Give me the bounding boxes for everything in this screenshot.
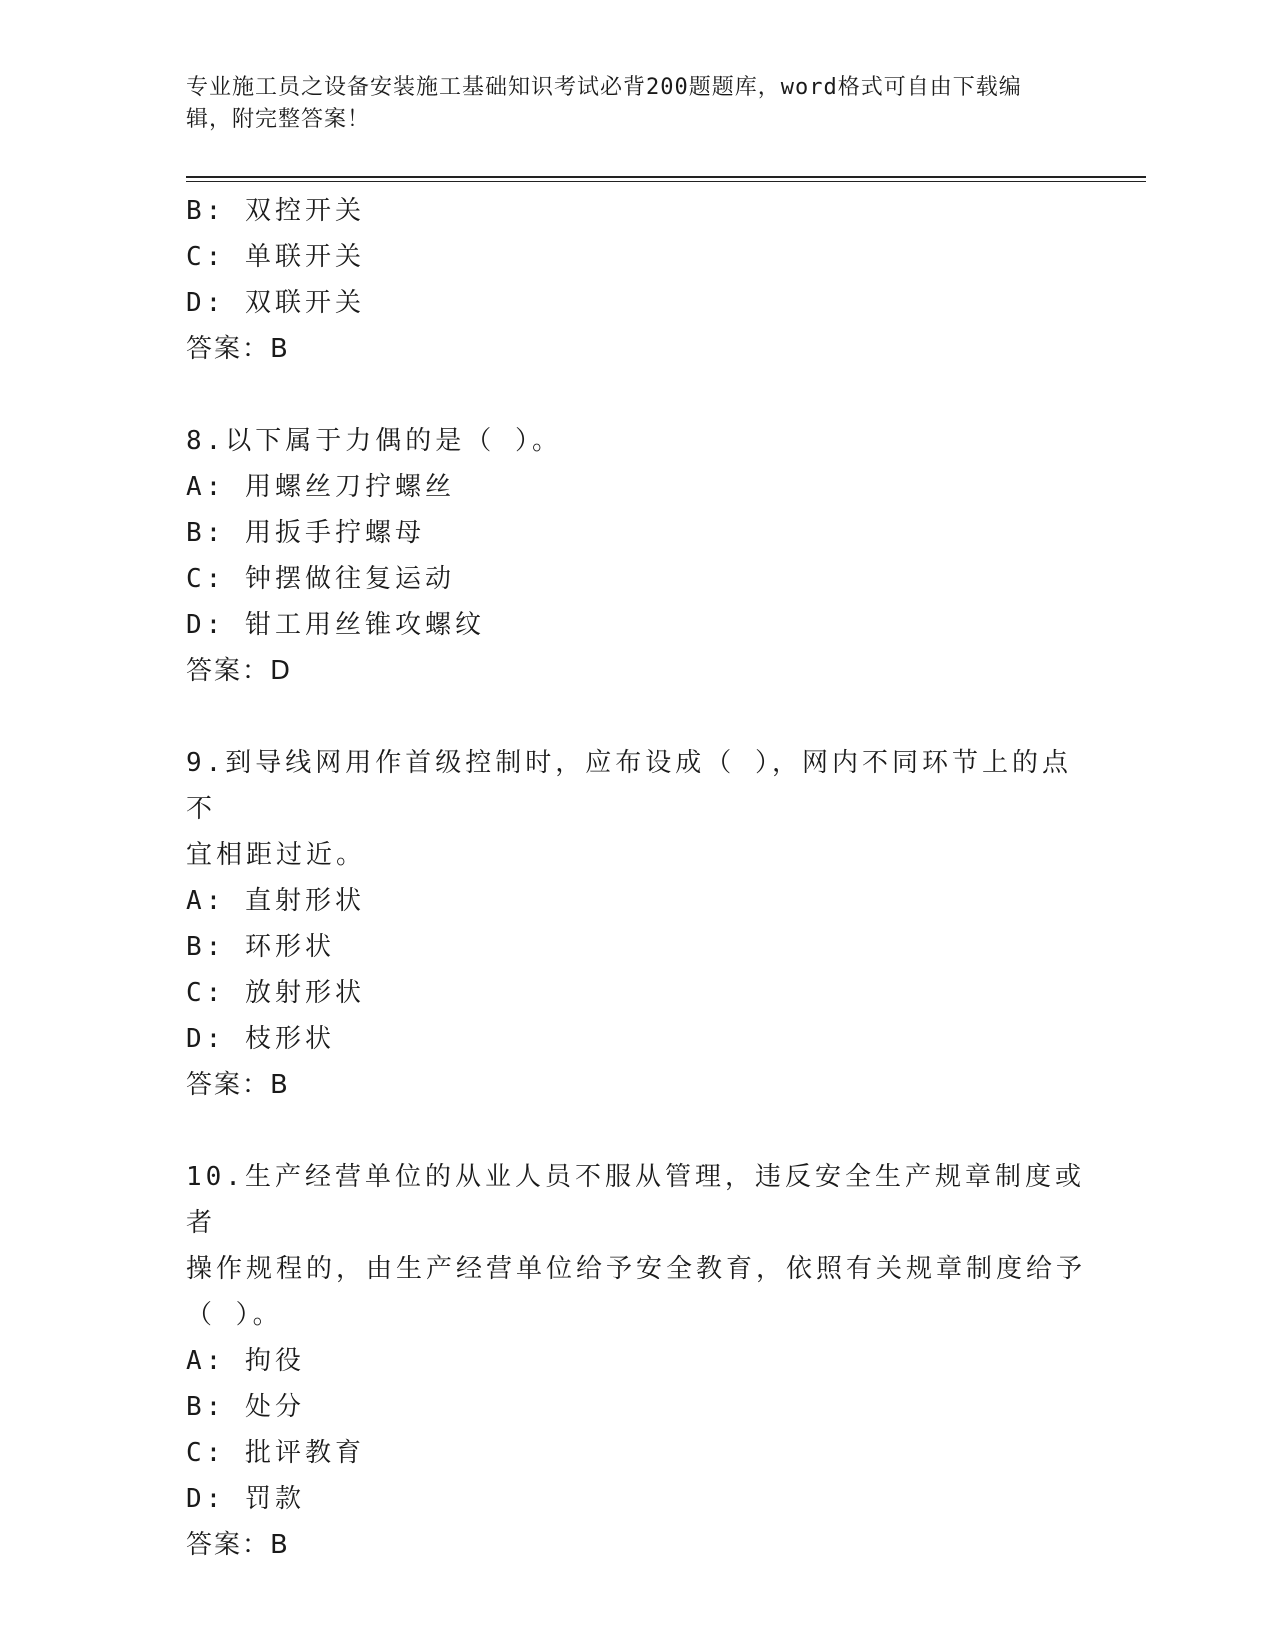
question-stem-line-2: 操作规程的，由生产经营单位给予安全教育，依照有关规章制度给予 bbox=[186, 1254, 1087, 1284]
option-c: C: 钟摆做往复运动 bbox=[186, 564, 455, 594]
option-a: A: 拘役 bbox=[186, 1346, 305, 1376]
option-b: B: 用扳手拧螺母 bbox=[186, 518, 425, 548]
question-9 bbox=[186, 740, 1086, 1108]
header-rule-thin bbox=[186, 181, 1146, 182]
option-a: A: 直射形状 bbox=[186, 886, 365, 916]
page-header: 专业施工员之设备安装施工基础知识考试必背200题题库，word格式可自由下载编辑，附完整答案！ bbox=[186, 75, 1022, 132]
option-d: D: 钳工用丝锥攻螺纹 bbox=[186, 610, 485, 640]
question-stem-line-2: 宜相距过近。 bbox=[186, 840, 367, 870]
answer-line: 答案：B bbox=[186, 1070, 290, 1100]
question-8 bbox=[186, 418, 1086, 694]
question-stem-line-1: 9.到导线网用作首级控制时，应布设成（ ），网内不同环节上的点不 bbox=[186, 748, 1072, 824]
question-10 bbox=[186, 1154, 1086, 1568]
option-b: B: 双控开关 bbox=[186, 196, 365, 226]
option-c: C: 放射形状 bbox=[186, 978, 365, 1008]
option-b: B: 处分 bbox=[186, 1392, 305, 1422]
option-b: B: 环形状 bbox=[186, 932, 335, 962]
question-list bbox=[186, 188, 1086, 1568]
option-a: A: 用螺丝刀拧螺丝 bbox=[186, 472, 455, 502]
question-7-tail bbox=[186, 188, 1086, 372]
answer-line: 答案：B bbox=[186, 334, 290, 364]
answer-line: 答案：B bbox=[186, 1530, 290, 1560]
header-rule-thick bbox=[186, 176, 1146, 178]
option-d: D: 罚款 bbox=[186, 1484, 305, 1514]
spacer bbox=[186, 372, 1086, 418]
spacer bbox=[186, 1108, 1086, 1154]
spacer bbox=[186, 694, 1086, 740]
question-stem: 8.以下属于力偶的是（ ）。 bbox=[186, 426, 562, 456]
question-stem-line-3: （ ）。 bbox=[186, 1300, 283, 1330]
option-c: C: 单联开关 bbox=[186, 242, 365, 272]
option-c: C: 批评教育 bbox=[186, 1438, 365, 1468]
option-d: D: 双联开关 bbox=[186, 288, 365, 318]
answer-line: 答案：D bbox=[186, 656, 293, 686]
option-d: D: 枝形状 bbox=[186, 1024, 335, 1054]
question-stem-line-1: 10.生产经营单位的从业人员不服从管理，违反安全生产规章制度或者 bbox=[186, 1162, 1085, 1238]
